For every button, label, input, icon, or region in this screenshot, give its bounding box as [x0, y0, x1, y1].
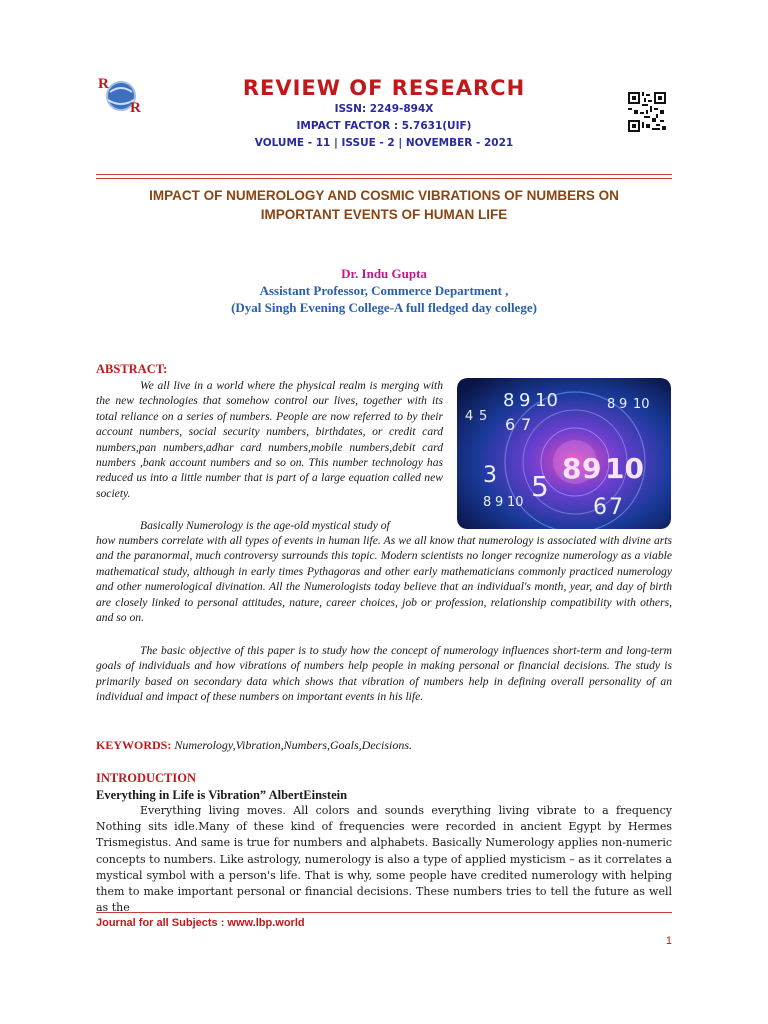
svg-text:R: R — [98, 76, 109, 92]
article-title-line-2: IMPORTANT EVENTS OF HUMAN LIFE — [260, 207, 508, 222]
article-title — [96, 186, 672, 224]
image-number: 10 — [507, 495, 524, 510]
footer-divider — [96, 912, 672, 913]
image-number: 5 — [479, 409, 488, 424]
image-number: 9 — [619, 397, 628, 412]
journal-title: REVIEW OF RESEARCH — [242, 76, 526, 100]
impact-factor: IMPACT FACTOR : 5.7631(UIF) — [296, 120, 472, 132]
numerology-image — [457, 378, 671, 529]
image-number: 9 — [495, 495, 504, 510]
introduction-heading: INTRODUCTION — [96, 771, 197, 785]
footer-journal-link[interactable]: Journal for all Subjects : www.lbp.world — [96, 917, 305, 929]
image-number: 4 — [465, 409, 474, 424]
abstract-paragraph-1: We all live in a world where the physical realm is merging with the new technologies that somehow control our lives, together with its total reliance on a series of numbers. People are now referred to by their account numbers, social security numbers, birthdates, or credit card numbers,pan numbers,adhar card numbers,mobile numbers,debit card numbers ,bank account numbers and so on. This number technology has reduced us into a little number that is part of a large equation called new society. — [96, 379, 443, 500]
author-name: Dr. Indu Gupta — [341, 266, 427, 281]
keywords-text: Numerology,Vibration,Numbers,Goals,Decisions. — [171, 738, 413, 752]
image-number: 3 — [483, 463, 497, 488]
volume-issue: VOLUME - 11 | ISSUE - 2 | NOVEMBER - 2021 — [254, 137, 514, 149]
header-divider-top — [96, 174, 672, 175]
image-number: 8 — [503, 390, 515, 411]
image-number: 9 — [519, 390, 531, 411]
image-number: 10 — [535, 390, 558, 411]
abstract-paragraph-3: The basic objective of this paper is to study how the concept of numerology influences short-term and long-term goals of individuals and how vibrations of numbers help people in making personal or financial decisions. The study is primarily based on secondary data which shows that vibration of numbers help in defining overall personality of an individual and impact of these numbers on important events in his life. — [96, 644, 672, 704]
author-position: Assistant Professor, Commerce Department , — [259, 283, 509, 298]
introduction-quote: Everything in Life is Vibration” AlbertEinstein — [96, 788, 348, 802]
image-number: 8 — [607, 397, 616, 412]
image-number: 7 — [609, 495, 623, 520]
keywords — [96, 738, 412, 753]
image-number: 5 — [531, 470, 549, 503]
image-number: 8 — [483, 495, 492, 510]
abstract-heading: ABSTRACT: — [96, 362, 168, 376]
article-title-line-1: IMPACT OF NUMEROLOGY AND COSMIC VIBRATIONS OF NUMBERS ON — [149, 188, 619, 203]
header-divider-bottom — [96, 178, 672, 179]
keywords-label: KEYWORDS: — [96, 738, 172, 752]
abstract-paragraph-2: how numbers correlate with all types of events in human life. As we all know that numerology is associated with divine arts and the paranormal, much controversy surrounds this topic. Modern scientists no longer recognize numerology as a viable mathematical study, although in early times Pythagoras and other early mathematicians commonly practiced numerology and other numerological divination. All the Numerologists today believe that an individual's month, year, and day of birth are closely linked to personal attitudes, nature, career choices, job or profession, relationship compatibility with others, and so on. — [96, 534, 672, 625]
image-number: 10 — [633, 397, 650, 412]
svg-text:R: R — [130, 100, 141, 114]
author-affiliation: (Dyal Singh Evening College-A full fledged day college) — [231, 300, 537, 315]
image-number: 9 — [582, 452, 602, 485]
issn: ISSN: 2249-894X — [334, 103, 434, 115]
introduction-body: Everything living moves. All colors and sounds everything living vibrate to a frequency Nothing sits idle.Many of these kind of frequencies were recorded in ancient Egypt by Hermes Trismegistus. And same is true for numbers and alphabets. Basically Numerology applies non-numeric concepts to numbers. Like astrology, numerology is also a type of applied mysticism – as it correlates a mystical symbol with a person's life. That is why, some people have credited numerology with helping them to make important personal or financial decisions. These numbers tries to tell the future as well as the — [96, 804, 672, 915]
abstract-paragraph-2-start: Basically Numerology is the age-old mystical study of — [140, 519, 390, 532]
image-number: 10 — [605, 452, 644, 485]
image-number: 8 — [562, 452, 582, 485]
image-number: 6 — [593, 495, 607, 520]
page-number: 1 — [665, 935, 672, 947]
image-number: 6 — [505, 415, 516, 434]
image-number: 7 — [521, 415, 532, 434]
